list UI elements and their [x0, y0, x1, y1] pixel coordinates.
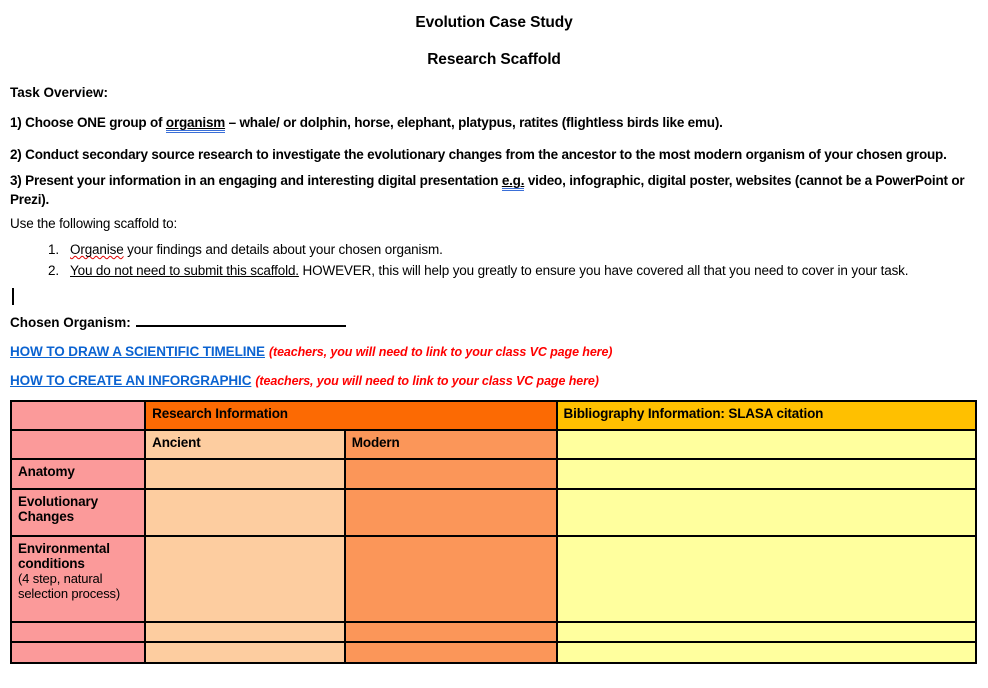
step1-text-pre: 1) Choose ONE group of	[10, 115, 166, 130]
step1-grammar-flagged-word: organism	[166, 115, 225, 133]
table-header-row	[11, 401, 976, 430]
list-item-1-number: 1.	[48, 241, 59, 257]
text-cursor	[12, 288, 14, 305]
cell-anatomy-modern[interactable]	[345, 459, 557, 489]
list-item-2-number: 2.	[48, 262, 59, 278]
cell-extra2-modern[interactable]	[345, 642, 557, 663]
task-overview-heading: Task Overview:	[10, 85, 109, 100]
cell-evolutionary-changes-label: Evolutionary Changes	[11, 489, 145, 536]
cell-environmental-ancient[interactable]	[145, 536, 345, 622]
cell-extra2-bibliography[interactable]	[557, 642, 976, 663]
step3-text-post: video, infographic, digital poster, websites (cannot be a PowerPoint or Prezi).	[10, 173, 965, 207]
cell-extra1-bibliography[interactable]	[557, 622, 976, 642]
link-row-timeline	[10, 344, 978, 359]
cell-bibliography-subheader[interactable]	[557, 430, 976, 459]
table-row-evolutionary-changes	[11, 489, 976, 536]
cell-anatomy-bibliography[interactable]	[557, 459, 976, 489]
chosen-organism-row	[10, 314, 978, 330]
chosen-organism-blank[interactable]	[136, 314, 346, 327]
list-item-2-text: HOWEVER, this will help you greatly to ensure you have covered all that you need to cover in your task.	[298, 262, 909, 278]
cell-environmental-modern[interactable]	[345, 536, 557, 622]
cell-extra2-ancient[interactable]	[145, 642, 345, 663]
cell-bibliography-header: Bibliography Information: SLASA citation	[557, 401, 976, 430]
list-item-2-underlined-text: You do not need to submit this scaffold.	[70, 262, 299, 278]
list-item-1-spellcheck-word: Organise	[70, 241, 124, 257]
cell-extra1-modern[interactable]	[345, 622, 557, 642]
cell-modern-header: Modern	[345, 430, 557, 459]
how-to-draw-scientific-timeline-link[interactable]: HOW TO DRAW A SCIENTIFIC TIMELINE	[10, 343, 265, 359]
infographic-teacher-note: (teachers, you will need to link to your class VC page here)	[255, 373, 599, 388]
cell-extra2-label[interactable]	[11, 642, 145, 663]
cell-header-blank	[11, 401, 145, 430]
list-item-1-text: your findings and details about your chosen organism.	[123, 241, 443, 257]
scaffold-list	[10, 240, 978, 282]
cell-extra1-ancient[interactable]	[145, 622, 345, 642]
research-scaffold-table	[10, 400, 977, 664]
cell-evolutionary-bibliography[interactable]	[557, 489, 976, 536]
list-item-1	[10, 240, 978, 261]
cell-research-information-header: Research Information	[145, 401, 556, 430]
task-step-3	[10, 172, 978, 208]
task-step-2: 2) Conduct secondary source research to investigate the evolutionary changes from the ancestor to the most modern organism of your chosen group.	[10, 147, 947, 163]
cell-subheader-blank	[11, 430, 145, 459]
list-item-2	[10, 261, 978, 282]
cell-ancient-header: Ancient	[145, 430, 345, 459]
environmental-label-subtitle: (4 step, natural selection process)	[18, 570, 121, 601]
table-row-extra-1	[11, 622, 976, 642]
how-to-create-infographic-link[interactable]: HOW TO CREATE AN INFORGRAPHIC	[10, 372, 252, 388]
table-row-extra-2	[11, 642, 976, 663]
environmental-label-title: Environmental conditions	[18, 540, 110, 571]
document-page	[0, 14, 988, 664]
cell-anatomy-label: Anatomy	[11, 459, 145, 489]
cell-extra1-label[interactable]	[11, 622, 145, 642]
doc-title: Evolution Case Study	[415, 14, 573, 31]
cell-anatomy-ancient[interactable]	[145, 459, 345, 489]
task-step-1	[10, 114, 978, 132]
link-row-infographic	[10, 373, 978, 388]
doc-subtitle: Research Scaffold	[427, 51, 561, 68]
table-row-anatomy	[11, 459, 976, 489]
chosen-organism-label: Chosen Organism:	[10, 314, 131, 330]
timeline-teacher-note: (teachers, you will need to link to your class VC page here)	[268, 344, 613, 359]
step3-text-pre: 3) Present your information in an engaging and interesting digital presentation	[10, 173, 502, 189]
step3-grammar-flagged-word: e.g.	[502, 173, 524, 191]
scaffold-intro: Use the following scaffold to:	[10, 215, 178, 231]
table-row-environmental-conditions	[11, 536, 976, 622]
cell-evolutionary-ancient[interactable]	[145, 489, 345, 536]
cell-environmental-label	[11, 536, 145, 622]
cell-evolutionary-modern[interactable]	[345, 489, 557, 536]
cell-environmental-bibliography[interactable]	[557, 536, 976, 622]
table-subheader-row	[11, 430, 976, 459]
step1-text-post: – whale/ or dolphin, horse, elephant, platypus, ratites (flightless birds like emu).	[225, 115, 723, 130]
